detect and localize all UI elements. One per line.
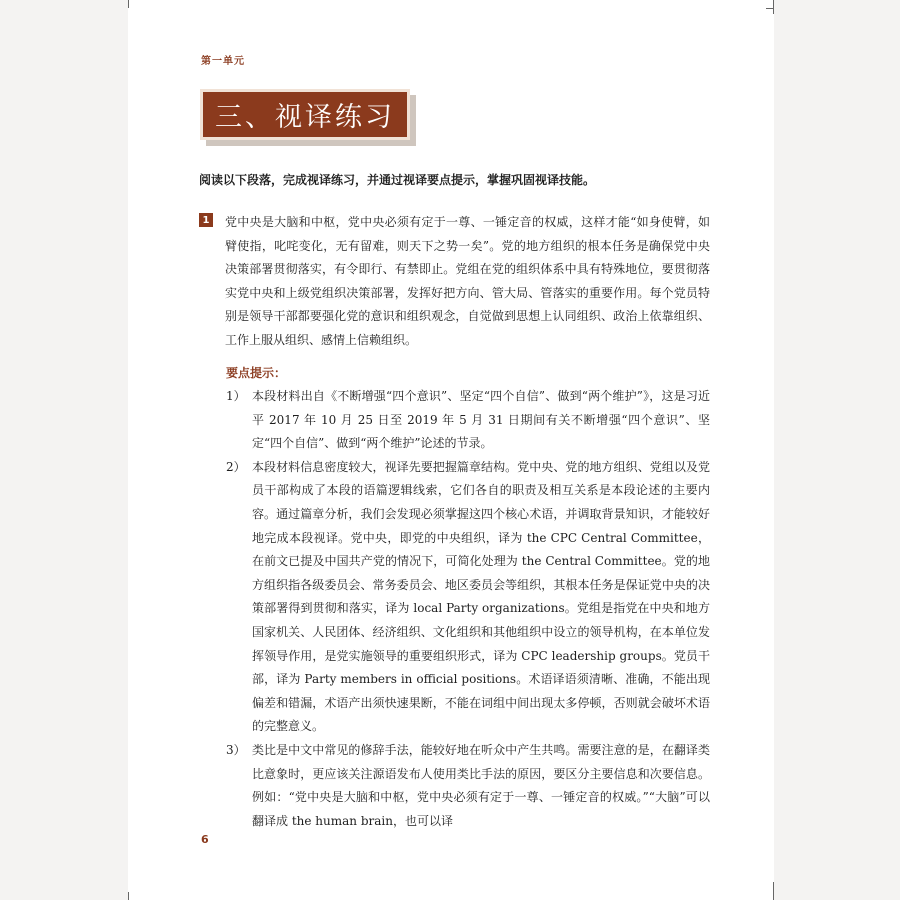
tip-number: 3）	[226, 742, 246, 757]
tip-number: 1）	[226, 389, 246, 403]
tip-item	[226, 385, 710, 456]
crop-mark	[773, 0, 774, 14]
section-title-box	[200, 89, 410, 140]
tip-text: 类比是中文中常见的修辞手法，能较好地在听众中产生共鸣。需要注意的是，在翻译类比意象时，更应该关注源语发布人使用类比手法的原因，要区分主要信息和次要信息。例如：“党中央是大脑和中枢，党中央必须有定于一尊、一锤定音的权威。”“大脑”可以翻译成 the human brain，也可以译	[252, 742, 710, 828]
tips-list	[226, 385, 710, 833]
tip-text: 本段材料信息密度较大，视译先要把握篇章结构。党中央、党的地方组织、党组以及党员干部构成了本段的语篇逻辑线索，它们各自的职责及相互关系是本段论述的主要内容。通过篇章分析，我们会发现必须掌握这四个核心术语，并调取背景知识，才能较好地完成本段视译。党中央，即党的中央组织，译为 the CPC Central Committee，在前文已提及中国共产党的情况下，可简化处理为 the Central Committee。党的地方组织指各级委员会、常务委员会、地区委员会等组织，其根本任务是保证党中央的决策部署得到贯彻和落实，译为 local Party organizations。党组是指党在中央和地方国家机关、人民团体、经济组织、文化组织和其他组织中设立的领导机构，在本单位发挥领导作用，是党实施领导的重要组织形式，译为 CPC leadership groups。党员干部，译为 Party members in official positions。术语译语须清晰、准确，不能出现偏差和错漏，术语产出须快速果断，不能在词组中间出现太多停顿，否则就会破坏术语的完整意义。	[252, 459, 710, 734]
passage-text: 党中央是大脑和中枢，党中央必须有定于一尊、一锤定音的权威，这样才能“如身使臂，如臂使指，叱咤变化，无有留难，则天下之势一矣”。党的地方组织的根本任务是确保党中央决策部署贯彻落实，有令即行、有禁即止。党组在党的组织体系中具有特殊地位，要贯彻落实党中央和上级党组织决策部署，发挥好把方向、管大局、管落实的重要作用。每个党员特别是领导干部都要强化党的意识和组织观念，自觉做到思想上认同组织、政治上依靠组织、工作上服从组织、感情上信赖组织。	[225, 215, 710, 347]
crop-mark	[766, 8, 774, 9]
crop-mark	[128, 892, 129, 900]
tips-title: 要点提示：	[226, 366, 287, 380]
crop-mark	[128, 0, 129, 8]
tip-item	[226, 739, 710, 833]
crop-mark	[773, 882, 774, 900]
tip-number: 2）	[226, 459, 246, 474]
tip-item	[226, 456, 710, 739]
instruction-text: 阅读以下段落，完成视译练习，并通过视译要点提示，掌握巩固视译技能。	[199, 173, 596, 187]
unit-label: 第一单元	[201, 56, 245, 67]
page-number: 6	[201, 833, 209, 846]
tip-text: 本段材料出自《不断增强“四个意识”、坚定“四个自信”、做到“两个维护”》，这是习近平 2017 年 10 月 25 日至 2019 年 5 月 31 日期间有关不断增强“四个意识”、坚定“四个自信”、做到“两个维护”论述的节录。	[252, 389, 710, 451]
section-title: 三、视译练习	[215, 102, 395, 133]
passage-number-badge: 1	[199, 213, 213, 227]
